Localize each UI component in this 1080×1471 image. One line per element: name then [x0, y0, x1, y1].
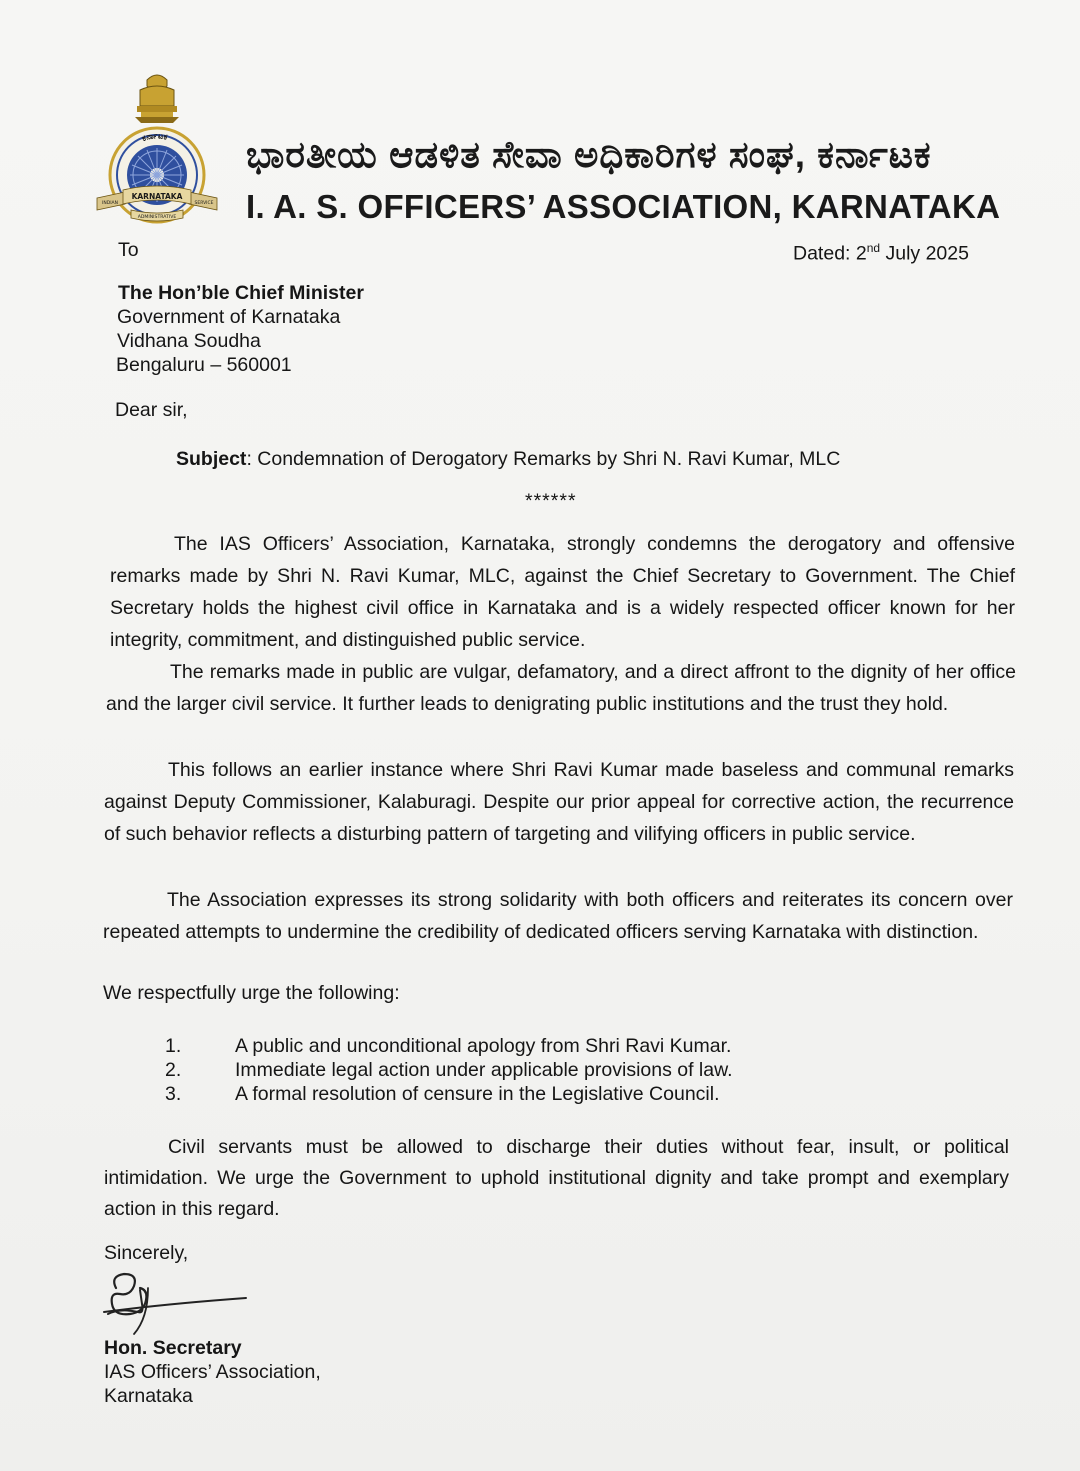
- svg-text:ADMINISTRATIVE: ADMINISTRATIVE: [137, 215, 177, 220]
- closing-paragraph: Civil servants must be allowed to discharge their duties without fear, insult, or political intimidation. We urge the Government to uphold institutional dignity and take prompt and exemplary action in this regard.: [104, 1136, 1009, 1220]
- urge-intro: We respectfully urge the following:: [103, 982, 400, 1004]
- recipient-name: The Hon’ble Chief Minister: [118, 282, 364, 304]
- date-rest: July 2025: [880, 242, 969, 265]
- signoff: Sincerely,: [104, 1242, 189, 1264]
- list-item: 1. A public and unconditional apology from Shri Ravi Kumar.: [165, 1035, 732, 1057]
- date-suffix: nd: [866, 241, 881, 255]
- header-title-kannada: ಭಾರತೀಯ ಆಡಳಿತ ಸೇವಾ ಅಧಿಕಾರಿಗಳ ಸಂಘ, ಕರ್ನಾಟಕ: [246, 134, 932, 175]
- paragraph-4: The Association expresses its strong solidarity with both officers and reiterates its concern over repeated attempts to undermine the credibility of dedicated officers serving Karnataka with distinction.: [103, 889, 1013, 943]
- date-prefix: Dated: 2: [793, 242, 867, 265]
- paragraph-1: The IAS Officers’ Association, Karnataka, strongly condemns the derogatory and offensive remarks made by Shri N. Ravi Kumar, MLC, against the Chief Secretary to Government. The Chief Secretary holds the highest civil office in Karnataka and is a widely respected officer known for her integrity, commitment, and distinguished public service.: [110, 533, 1015, 651]
- to-label: To: [118, 239, 139, 261]
- svg-text:SERVICE: SERVICE: [194, 201, 214, 206]
- svg-text:ಕರ್ನಾಟಕ: ಕರ್ನಾಟಕ: [140, 131, 169, 144]
- subject-text: : Condemnation of Derogatory Remarks by Shri N. Ravi Kumar, MLC: [246, 448, 841, 470]
- header-title-english: I. A. S. OFFICERS’ ASSOCIATION, KARNATAKA: [246, 188, 1001, 225]
- recipient-line-1: Government of Karnataka: [117, 306, 341, 328]
- list-item: 2. Immediate legal action under applicable provisions of law.: [165, 1059, 733, 1081]
- subject-line: [176, 447, 840, 471]
- handwritten-signature: [96, 1268, 256, 1338]
- svg-text:KARNATAKA: KARNATAKA: [131, 192, 183, 201]
- list-item: 3. A formal resolution of censure in the Legislative Council.: [165, 1083, 720, 1105]
- demands-list: [165, 1034, 733, 1106]
- paragraph-3: This follows an earlier instance where Shri Ravi Kumar made baseless and communal remarks against Deputy Commissioner, Kalaburagi. Despite our prior appeal for corrective action, the recurrence of such behavior reflects a disturbing pattern of targeting and vilifying officers in public service.: [104, 759, 1014, 845]
- recipient-line-3: Bengaluru – 560001: [116, 354, 292, 376]
- signatory-org-line-2: Karnataka: [104, 1385, 193, 1407]
- signatory-title: Hon. Secretary: [104, 1337, 242, 1359]
- recipient-line-2: Vidhana Soudha: [117, 330, 261, 352]
- separator: ******: [525, 490, 577, 512]
- lion-capital-icon: [135, 75, 179, 123]
- paragraph-2: The remarks made in public are vulgar, defamatory, and a direct affront to the dignity of her office and the larger civil service. It further leads to denigrating public institutions and the trust they hold.: [106, 661, 1016, 715]
- letter-date: [793, 236, 969, 266]
- subject-label: Subject: [176, 448, 247, 470]
- salutation: Dear sir,: [115, 399, 188, 421]
- association-emblem-logo: [95, 70, 220, 230]
- svg-text:INDIAN: INDIAN: [102, 201, 118, 206]
- signatory-org-line-1: IAS Officers’ Association,: [104, 1361, 321, 1383]
